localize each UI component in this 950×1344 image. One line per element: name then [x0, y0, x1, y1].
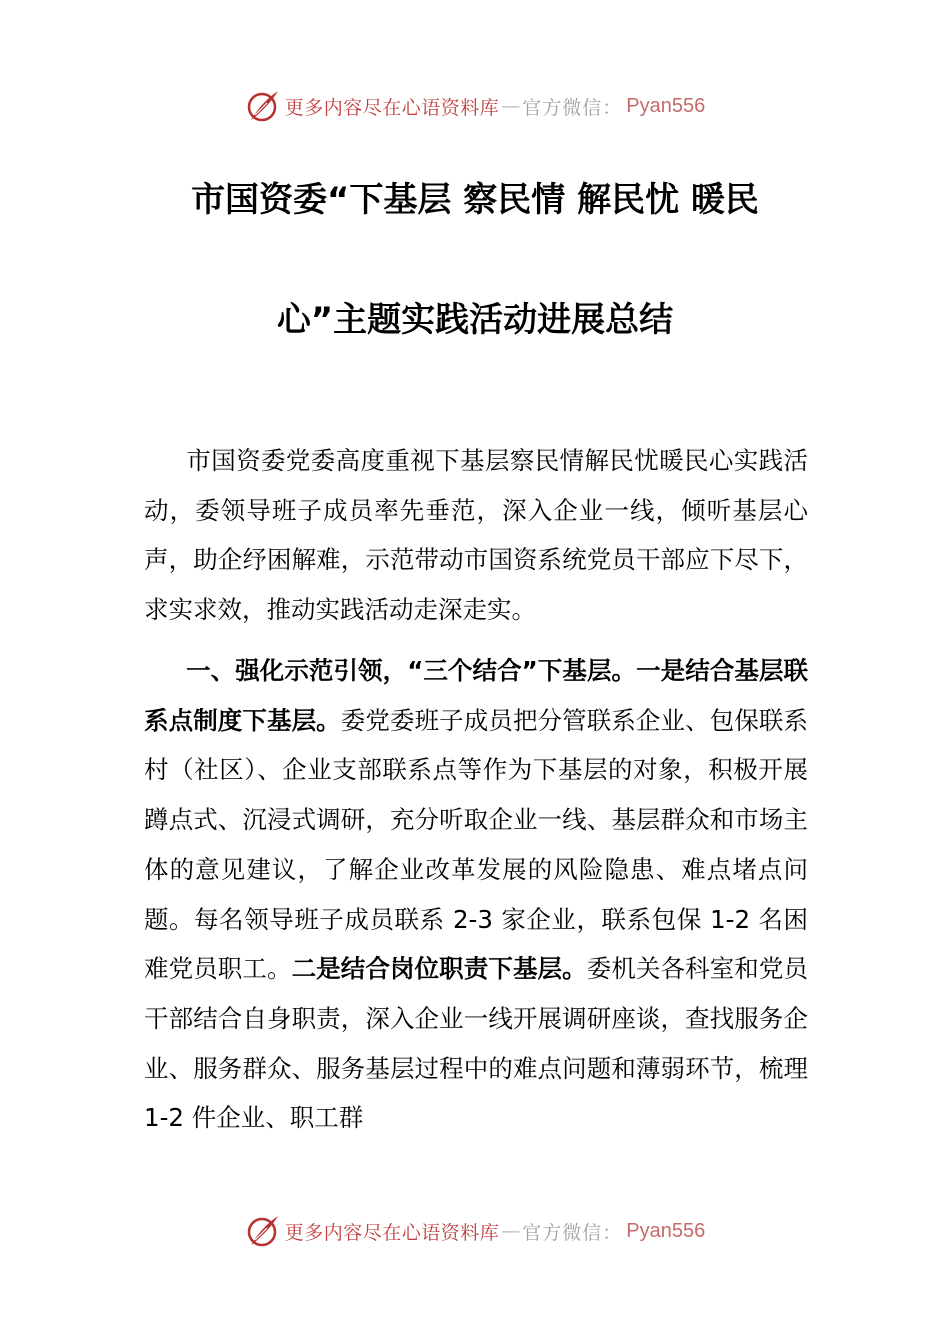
banner-wechat-label: 官方微信：	[522, 1221, 623, 1244]
document-title-line-1: 市国资委“下基层 察民情 解民忧 暖民	[191, 180, 759, 220]
quill-logo-icon	[245, 1213, 281, 1249]
banner-slogan: 更多内容尽在心语资料库	[284, 96, 500, 119]
banner-wechat-label: 官方微信：	[522, 96, 623, 119]
point-one-title: 一是结合基层联系点制度下基层。	[144, 656, 809, 735]
document-title-line-2: 心”主题实践活动进展总结	[276, 300, 674, 340]
banner-slogan: 更多内容尽在心语资料库	[284, 1221, 500, 1244]
footer-banner	[0, 1209, 950, 1253]
section-heading: 一、强化示范引领，“三个结合”下基层。	[186, 656, 637, 685]
quill-logo-icon	[245, 88, 281, 124]
point-two-text: 委机关各科室和党员干部结合自身职责，深入企业一线开展调研座谈，查找服务企业、服务群众、服务基层过程中的难点问题和薄弱环节，梳理 1-2 件企业、职工群	[144, 954, 809, 1133]
paragraph-intro-text: 市国资委党委高度重视下基层察民情解民忧暖民心实践活动，委领导班子成员率先垂范，深入企业一线，倾听基层心声，助企纾困解难，示范带动市国资系统党员干部应下尽下，求实求效，推动实践活动走深走实。	[144, 446, 808, 625]
banner-dash: —	[501, 1220, 521, 1242]
point-two-title: 二是结合岗位职责下基层。	[291, 954, 587, 984]
paragraph-intro	[144, 436, 808, 635]
paragraph-section-one	[144, 646, 808, 1143]
banner-wechat-id: Pyan556	[626, 1219, 706, 1242]
header-banner	[0, 84, 950, 128]
banner-dash: —	[501, 95, 521, 117]
banner-wechat-id: Pyan556	[626, 94, 706, 117]
point-one-text: 委党委班子成员把分管联系企业、包保联系村（社区）、企业支部联系点等作为下基层的对象，积极开展蹲点式、沉浸式调研，充分听取企业一线、基层群众和市场主体的意见建议，了解企业改革发展的风险隐患、难点堵点问题。每名领导班子成员联系 2-3 家企业，联系包保 1-2 名困难党员职工。	[144, 705, 809, 984]
